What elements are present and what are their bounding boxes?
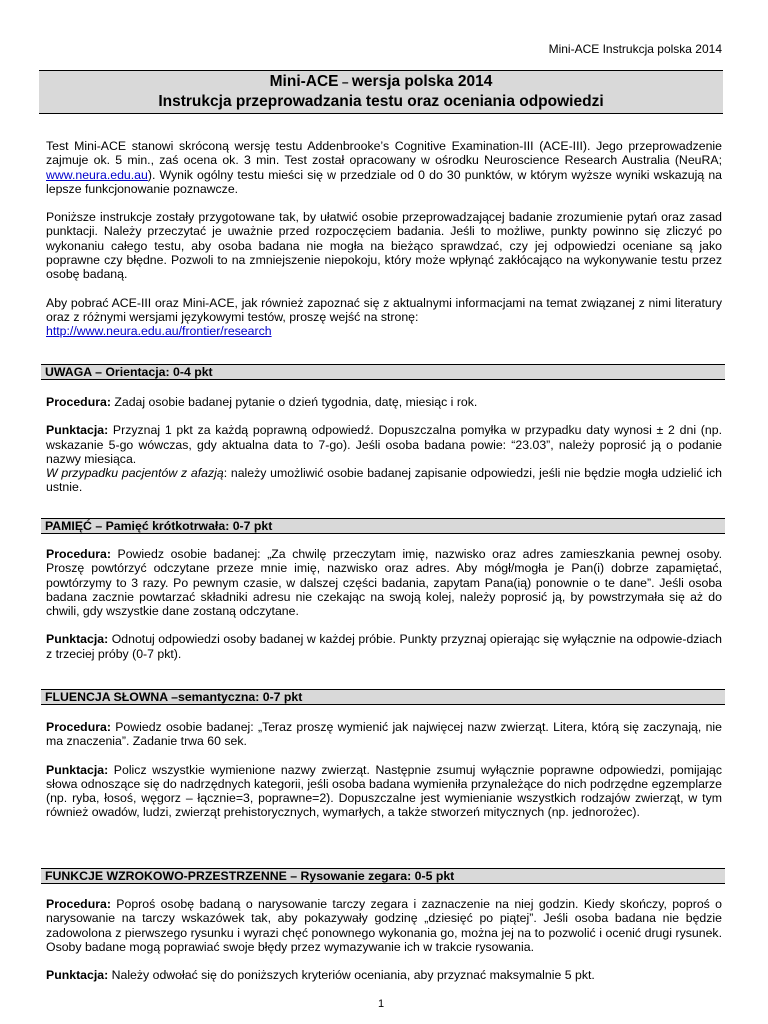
intro-p1-text-b: ). Wynik ogólny testu mieści się w przedziale od 0 do 30 punktów, w którym wyższe wyniki wskazują na lepsze funkcjonowanie poznawcze. [46, 167, 722, 196]
scoring-label: Punktacja: [46, 968, 109, 983]
memory-procedure [46, 547, 722, 618]
intro-paragraph-3 [46, 296, 722, 339]
scoring-label: Punktacja: [46, 762, 109, 777]
memory-scoring [46, 632, 722, 661]
title-separator: – [338, 75, 352, 89]
title-part-a: Mini-ACE [269, 73, 339, 90]
attention-procedure [46, 395, 722, 409]
procedure-text: Zadaj osobie badanej pytanie o dzień tygodnia, datę, miesiąc i rok. [110, 395, 478, 409]
document-subtitle: Instrukcja przeprowadzania testu oraz oceniania odpowiedzi [158, 93, 604, 110]
intro-p3-text: Aby pobrać ACE-III oraz Mini-ACE, jak również zapoznać się z aktualnymi informacjami na temat związanej z nimi literatury oraz z różnymi wersjami językowymi testów, proszę wejść na stronę: [46, 295, 722, 324]
visuospatial-scoring [46, 968, 722, 982]
scoring-text: Przyznaj 1 pkt za każdą poprawną odpowiedź. Dopuszczalna pomyłka w przypadku daty wynosi ± 2 dni (np. wskazanie 5-go wówczas, gdy aktualna data to 7-go). Jeśli osoba badana powie: “23.03”, należy poprosić ją o podanie nazwy miesiąca. [46, 423, 722, 466]
scoring-text: Należy odwołać się do poniższych kryteriów oceniania, aby przyznać maksymalnie 5 pkt. [108, 968, 595, 983]
procedure-label: Procedura: [46, 395, 111, 409]
neura-link[interactable]: www.neura.edu.au [46, 167, 148, 182]
research-link[interactable]: http://www.neura.edu.au/frontier/research [46, 324, 272, 339]
procedure-text: Poproś osobę badaną o narysowanie tarczy zegara i zaznaczenie na niej godzin. Kiedy skończy, poproś o narysowanie na tarczy wskazówek tak, aby pokazywały godzinę „dziesięć po piątej”. Jeśli osoba badana nie będzie zadowolona z pierwszego rysunku i wyrazi chęć ponownego wykonania go, można jej na to pozwolić i ocenić drugi rysunek. Osoby badane mogą poprawiać swoje błędy przez wymazywanie ich w trakcie rysowania. [46, 897, 722, 954]
procedure-label: Procedura: [46, 720, 111, 734]
intro-section [46, 139, 722, 339]
intro-p1-text-a: Test Mini-ACE stanowi skróconą wersję testu Addenbrooke’s Cognitive Examination-III (ACE-III). Jego przeprowadzenie zajmuje ok. 5 min., zaś ocena ok. 3 min. Test został opracowany w ośrodku Neuroscience Research Australia (NeuRA; [46, 139, 722, 168]
page-number: 1 [378, 998, 385, 1010]
procedure-text: Powiedz osobie badanej: „Teraz proszę wymienić jak najwięcej nazw zwierząt. Litera, którą się zaczynają, nie ma znaczenia”. Zadanie trwa 60 sek. [46, 720, 722, 749]
section-heading-memory: PAMIĘĆ – Pamięć krótkotrwała: 0-7 pkt [41, 518, 725, 534]
aphasia-label: W przypadku pacjentów z afazją [46, 466, 224, 481]
fluency-procedure [46, 720, 722, 749]
section-fluency [46, 720, 722, 820]
section-memory [46, 547, 722, 661]
title-box [39, 70, 723, 114]
aphasia-text: : należy umożliwić osobie badanej zapisanie odpowiedzi, jeśli nie będzie mogła udzielić ich ustnie. [46, 466, 722, 495]
fluency-scoring [46, 763, 722, 820]
attention-scoring [46, 423, 722, 494]
scoring-label: Punktacja: [46, 632, 109, 647]
section-visuospatial [46, 897, 722, 982]
scoring-label: Punktacja: [46, 423, 109, 438]
intro-paragraph-1 [46, 139, 722, 196]
section-heading-visuospatial: FUNKCJE WZROKOWO-PRZESTRZENNE – Rysowanie zegara: 0-5 pkt [41, 868, 725, 884]
section-heading-attention: UWAGA – Orientacja: 0-4 pkt [41, 364, 725, 380]
procedure-label: Procedura: [46, 547, 111, 561]
running-header: Mini-ACE Instrukcja polska 2014 [548, 42, 722, 56]
procedure-text: Powiedz osobie badanej: „Za chwilę przeczytam imię, nazwisko oraz adres zamieszkania pewnej osoby. Proszę powtórzyć odczytane przeze mnie imię, nazwisko oraz adres. Aby mógł/mogła je Pan(i) dobrze zapamiętać, powtórzymy to 3 razy. Po pewnym czasie, w dalszej części badania, zapytam Pana(ią) ponownie o te dane”. Jeśli osoba badana zacznie powtarzać składniki adresu nie czekając na swoją kolej, należy poprosić ją, by powstrzymała się aż do chwili, gdy wszystkie dane zostaną odczytane. [46, 547, 722, 619]
procedure-label: Procedura: [46, 897, 111, 911]
visuospatial-procedure [46, 897, 722, 954]
scoring-text: Policz wszystkie wymienione nazwy zwierząt. Następnie zsumuj wyłącznie poprawne odpowiedzi, pomijając słowa odnoszące się do nadrzędnych kategorii, jeśli osoba badana wymieniła przynależące do nich podrzędne egzemplarze (np. ryba, łosoś, węgorz – łącznie=3, poprawne=2). Dopuszczalne jest wymienianie wszystkich rodzajów zwierząt, w tym również owadów, ludzi, zwierząt prehistorycznych, wymarłych, a także stworzeń mitycznych (np. jednorożec). [46, 762, 722, 820]
intro-paragraph-2: Poniższe instrukcje zostały przygotowane tak, by ułatwić osobie przeprowadzającej badanie zrozumienie pytań oraz zasad punktacji. Należy przeczytać je uważnie przed rozpoczęciem badania. Jeśli to możliwe, punkty powinno się zliczyć po wykonaniu całego testu, aby osoba badana nie mogła na bieżąco sprawdzać, czy jej odpowiedzi oceniane są jako poprawne czy błędne. Pozwoli to na zmniejszenie niepokoju, który może wpłynąć zakłócająco na wykonywanie testu przez osobę badaną. [46, 210, 722, 282]
section-attention [46, 395, 722, 495]
section-heading-fluency: FLUENCJA SŁOWNA –semantyczna: 0-7 pkt [41, 689, 725, 705]
document-title [39, 71, 723, 92]
title-part-b: wersja polska 2014 [351, 73, 493, 90]
scoring-text: Odnotuj odpowiedzi osoby badanej w każdej próbie. Punkty przyznaj opierając się wyłącznie na odpowie-dziach z trzeciej próby (0-7 pkt). [46, 632, 722, 661]
